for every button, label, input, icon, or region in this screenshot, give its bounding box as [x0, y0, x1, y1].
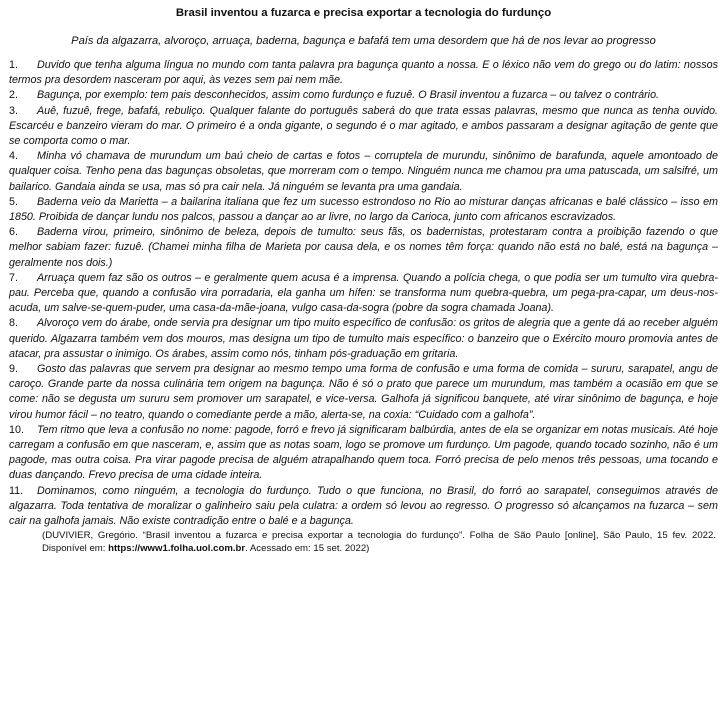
paragraph-4	[9, 149, 718, 195]
paragraph-2	[9, 88, 718, 103]
paragraph-text: Baderna virou, primeiro, sinônimo de beleza, depois de tumulto: seus fãs, os badernistas, protestaram contra a proibição fazendo o que melhor sabiam fazer: fuzuê. (Chamei minha filha de Marieta por causa dela, e os nomes têm força: quando não está no balé, está na bagunça – geralmente nos dois.)	[9, 226, 718, 269]
paragraph-text: Duvido que tenha alguma língua no mundo com tanta palavra pra bagunça quanto a nossa. E o léxico não vem do grego ou do latim: nossos termos pra desordem nasceram por aqui, às vezes sem pai nem mãe.	[9, 59, 718, 87]
paragraph-number: 5.	[9, 195, 18, 208]
paragraph-text: Gosto das palavras que servem pra designar ao mesmo tempo uma forma de confusão e uma forma de comida – sururu, sarapatel, angu de caroço. Grande parte da nossa culinária tem origem na bagunça. Não é só o prato que parece um murundum, mas também a ocasião em que se come: não se degusta um sururu sem promover um sarapatel, e vice-versa. Galhofa já significou banquete, até virar sinônimo de bagunça, e hoje virou humor fácil – no teatro, quando o comediante perde a mão, alerta-se, na coxia: “Cuidado com a galhofa”.	[9, 363, 718, 421]
paragraph-text: Minha vó chamava de murundum um baú cheio de cartas e fotos – corruptela de murundu, sinônimo de barafunda, aquele amontoado de qualquer coisa. Tenho pena das bagunças obsoletas, que morreram com o tempo. Ninguém nunca me chamou pra uma patuscada, um salsifré, um bailarico. Gandaia ainda se usa, mas só pra cair nela. Já ninguém se levanta pra uma gandaia.	[9, 150, 718, 193]
source-citation	[9, 530, 718, 555]
paragraph-1	[9, 58, 718, 88]
paragraph-number: 1.	[9, 59, 18, 71]
paragraph-text: Tem ritmo que leva a confusão no nome: pagode, forró e frevo já significaram balbúrdia, antes de ela se organizar em notas musicais. Até hoje carregam a confusão em que nasceram, e, assim que as notas soam, logo se promove um furdunço. Um pagode, quando tocado sozinho, não é um pagode, mas outra coisa. Pra virar pagode precisa de alguém atrapalhando quem toca. Forró precisa de pelo menos três pessoas, uma tocando e duas dançando. Frevo precisa de uma cidade inteira.	[9, 423, 718, 482]
paragraph-8	[9, 316, 718, 362]
paragraph-number: 9.	[9, 363, 18, 376]
article-subtitle: País da algazarra, alvoroço, arruaça, baderna, bagunça e bafafá tem uma desordem que há de nos levar ao progresso	[71, 35, 656, 47]
paragraph-3	[9, 104, 718, 150]
paragraph-number: 6.	[9, 226, 18, 239]
citation-access-date: . Acessado em: 15 set. 2022)	[245, 542, 370, 554]
paragraph-number: 11.	[9, 484, 24, 497]
paragraph-9	[9, 362, 718, 423]
paragraph-6	[9, 225, 718, 271]
paragraph-number: 10.	[9, 423, 24, 436]
paragraph-5	[9, 195, 718, 225]
article-title: Brasil inventou a fuzarca e precisa exportar a tecnologia do furdunço	[175, 7, 552, 19]
paragraph-10	[9, 423, 718, 484]
paragraph-text: Baderna veio da Marietta – a bailarina italiana que fez um sucesso estrondoso no Rio ao misturar danças africanas e balé clássico – isso em 1850. Proibida de dançar lundu nos palcos, passou a dançar ao ar livre, no largo da Carioca, junto com africanos escravizados.	[9, 195, 718, 224]
paragraph-text: Dominamos, como ninguém, a tecnologia do furdunço. Tudo o que funciona, no Brasil, do forró ao sarapatel, conseguimos através de algazarra. Toda tentativa de moralizar o galinheiro saiu pela culatra: a ordem só levou ao regresso. O progresso só alcançamos na fuzarca – sem cair na galhofa jamais. Não existe contradição entre o balé e a bagunça.	[9, 484, 718, 528]
citation-text: (DUVIVIER, Gregório. “Brasil inventou a fuzarca e precisa exportar a tecnologia do furdunço”. Folha de São Paulo [online], São Paulo, 15 fev. 2022. Disponível em:	[42, 530, 716, 554]
citation-url: https://www1.folha.uol.com.br	[108, 542, 246, 554]
paragraph-11	[9, 484, 718, 530]
paragraph-text: Alvoroço vem do árabe, onde servia pra designar um tipo muito específico de confusão: os gritos de alegria que a gente dá ao receber alguém querido. Algazarra também vem dos mouros, mas designa um tipo de tumulto mais específico: o banzeiro que o Exército mouro promovia antes de atacar, pra assustar o inimigo. Os árabes, assim como nós, tinham pós-graduação em gritaria.	[9, 317, 718, 360]
paragraph-number: 3.	[9, 104, 18, 117]
paragraph-text: Bagunça, por exemplo: tem pais desconhecidos, assim como furdunço e fuzuê. O Brasil inventou a fuzarca – ou talvez o contrário.	[37, 89, 660, 102]
paragraph-number: 7.	[9, 271, 18, 284]
article-body	[9, 58, 718, 529]
paragraph-7	[9, 271, 718, 317]
paragraph-number: 8.	[9, 317, 18, 330]
paragraph-text: Auê, fuzuê, frege, bafafá, rebuliço. Qualquer falante do português saberá do que trata essas palavras, mesmo que nunca as tenha ouvido. Escarcéu e banzeiro vieram do mar. O primeiro é a onda gigante, o segundo é o mar agitado, e ambos passaram a designar agitação de gente que se comporta como o mar.	[9, 104, 718, 148]
paragraph-text: Arruaça quem faz são os outros – e geralmente quem acusa é a imprensa. Quando a polícia chega, o que podia ser um tumulto vira quebra-pau. Perceba que, quando a confusão vira porradaria, ela ganha um hífen: se transforma num quebra-quebra, um pega-pra-capar, um deus-nos-acuda, um salve-se-quem-puder, uma casa-da-mãe-joana, vulgo casa-da-sogra (pobre da sogra chamada Joana).	[9, 271, 718, 315]
paragraph-number: 4.	[9, 150, 18, 163]
paragraph-number: 2.	[9, 89, 18, 102]
